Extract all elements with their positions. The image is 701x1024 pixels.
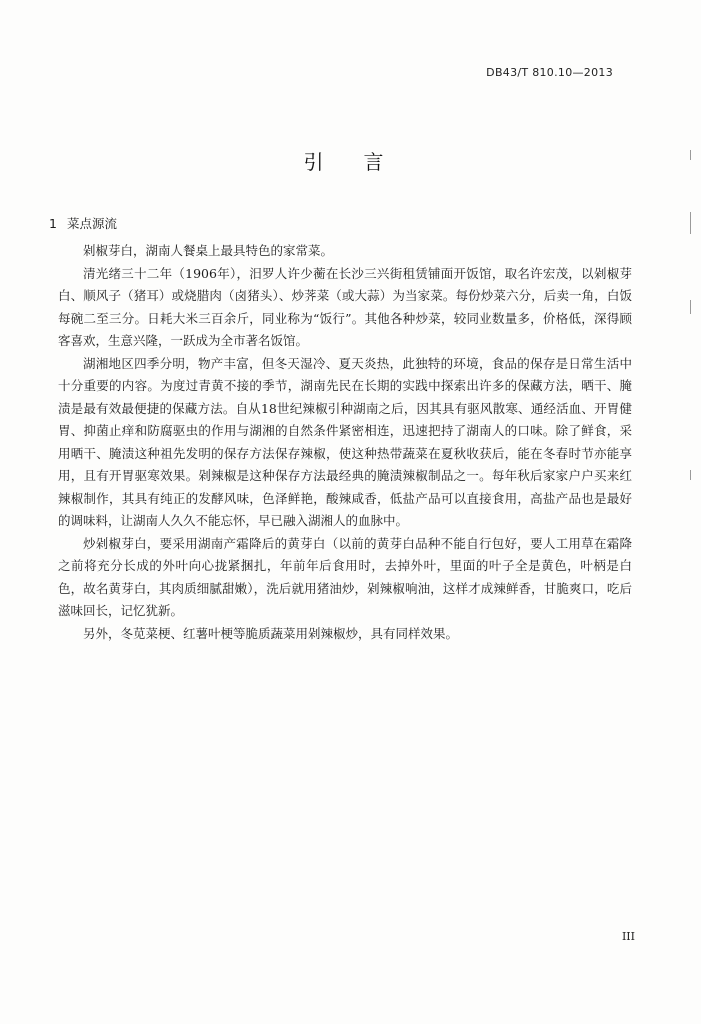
paragraph: 剁椒芽白，湖南人餐桌上最具特色的家常菜。	[83, 243, 334, 258]
section-heading-text: 菜点源流	[67, 216, 118, 231]
page-number: III	[621, 930, 635, 943]
scan-margin-mark	[690, 150, 691, 160]
section-body	[58, 240, 632, 645]
paragraph: 湖湘地区四季分明，物产丰富，但冬天湿冷、夏天炎热，此独特的环境，食品的保存是日常生活中十分重要的内容。为度过青黄不接的季节，湖南先民在长期的实践中探索出许多的保藏方法，晒干、腌渍是最有效最便捷的保藏方法。自从18世纪辣椒引种湖南之后，因其具有驱风散寒、通经活血、开胃健胃、抑菌止痒和防腐驱虫的作用与湖湘的自然条件紧密相连，迅速把持了湖南人的口味。除了鲜食，采用晒干、腌渍这种祖先发明的保存方法保存辣椒，使这种热带蔬菜在夏秋收获后，能在冬春时节亦能享用，且有开胃驱寒效果。剁辣椒是这种保存方法最经典的腌渍辣椒制品之一。每年秋后家家户户买来红辣椒制作，其具有纯正的发酵风味，色泽鲜艳，酸辣咸香，低盐产品可以直接食用，高盐产品也是最好的调味料，让湖南人久久不能忘怀，早已融入湖湘人的血脉中。	[58, 355, 632, 528]
section-number: 1	[49, 216, 57, 231]
scan-margin-mark	[690, 300, 691, 314]
paragraph: 炒剁椒芽白，要采用湖南产霜降后的黄芽白（以前的黄芽白品种不能自行包好，要人工用草在霜降之前将充分长成的外叶向心拢紧捆扎，年前年后食用时，去掉外叶，里面的叶子全是黄色，叶柄是白色，故名黄芽白，其肉质细腻甜嫩），洗后就用猪油炒，剁辣椒响油，这样才成辣鲜香，甘脆爽口，吃后滋味回长，记忆犹新。	[58, 535, 632, 618]
paragraph: 另外，冬苋菜梗、红薯叶梗等脆质蔬菜用剁辣椒炒，具有同样效果。	[83, 625, 459, 641]
scan-margin-mark	[690, 470, 691, 480]
scan-margin-mark	[690, 212, 691, 234]
section-heading	[49, 214, 117, 232]
page-title: 引言	[303, 150, 424, 174]
paragraph: 清光绪三十二年（1906年），汨罗人许少蘅在长沙三兴街租赁铺面开饭馆，取名许宏茂，以剁椒芽白、顺风子（猪耳）或烧腊肉（卤猪头）、炒荠菜（或大蒜）为当家菜。每份炒菜六分，后卖一角，白饭每碗二至三分。日耗大米三百余斤，同业称为“饭行”。其他各种炒菜，较同业数量多，价格低，深得顾客喜欢，生意兴隆，一跃成为全市著名饭馆。	[58, 265, 632, 348]
standard-code: DB43/T 810.10—2013	[486, 66, 613, 79]
